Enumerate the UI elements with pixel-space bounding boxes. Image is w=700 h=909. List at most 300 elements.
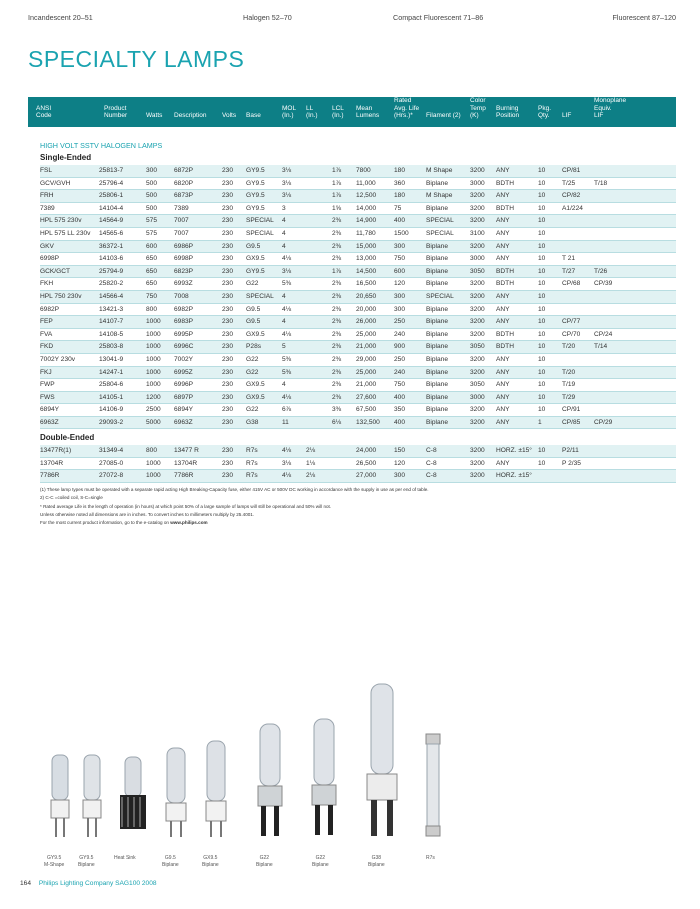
cell-burning: ANY [496, 381, 510, 389]
cell-product: 14105-1 [99, 393, 124, 401]
lamp-gx95-biplane [202, 735, 230, 840]
cell-ll: 2⅛ [306, 447, 316, 454]
table-row [40, 417, 676, 430]
cell-volts: 230 [222, 242, 234, 250]
cell-lumens: 12,500 [356, 192, 377, 200]
table-row [40, 354, 676, 367]
table-row [40, 470, 676, 483]
cell-volts: 230 [222, 305, 234, 313]
cell-product: 25796-4 [99, 179, 124, 187]
cell-base: G38 [246, 418, 259, 426]
cell-qty: 10 [538, 305, 546, 313]
cell-life: 400 [394, 393, 406, 401]
top-navigation [28, 13, 676, 25]
cell-base: R7s [246, 472, 258, 480]
nav-fluorescent[interactable]: Fluorescent 87–120 [612, 13, 676, 22]
cell-ansi: GKV [40, 242, 54, 250]
cell-ansi: 6963Z [40, 418, 59, 426]
table-row [40, 329, 676, 342]
cell-qty: 10 [538, 330, 546, 338]
cell-base: GY9.5 [246, 167, 265, 174]
nav-compact-fluorescent[interactable]: Compact Fluorescent 71–86 [393, 13, 484, 22]
cell-filament: Biplane [426, 355, 448, 363]
cell-filament: Biplane [426, 393, 448, 401]
table-row [40, 304, 676, 317]
cell-base: GX9.5 [246, 330, 265, 338]
header-description: Description [174, 112, 207, 120]
table-row [40, 190, 676, 203]
cell-watts: 750 [146, 292, 158, 300]
cell-desc: 6996P [174, 381, 194, 389]
cell-product: 14108-5 [99, 330, 124, 338]
cell-mono: T/18 [594, 179, 608, 187]
cell-ansi: HPL 575 LL 230v [40, 229, 91, 237]
cell-lumens: 16,500 [356, 280, 377, 288]
cell-volts: 230 [222, 330, 234, 338]
cell-temp: 3200 [470, 204, 485, 212]
cell-volts: 230 [222, 472, 234, 480]
cell-mol: 3⅛ [282, 179, 292, 187]
cell-volts: 230 [222, 167, 234, 174]
header-pkg-qty: Pkg. Qty. [538, 104, 552, 120]
lamp-heat-sink [115, 745, 151, 840]
cell-lcl: 2⅜ [332, 368, 342, 376]
note-2: 2) C-C =coiled coil, S-C=single [40, 495, 103, 501]
cell-burning: ANY [496, 459, 510, 467]
cell-ansi: FWS [40, 393, 55, 401]
cell-base: GY9.5 [246, 192, 265, 200]
cell-lumens: 25,000 [356, 330, 377, 338]
cell-filament: SPECIAL [426, 292, 454, 300]
table-row [40, 316, 676, 329]
cell-qty: 10 [538, 343, 546, 351]
cell-temp: 3200 [470, 406, 485, 414]
cell-life: 120 [394, 280, 406, 288]
cell-burning: ANY [496, 292, 510, 300]
cell-life: 400 [394, 418, 406, 426]
lamp-g95-biplane [162, 740, 190, 840]
cell-volts: 230 [222, 204, 234, 212]
cell-volts: 230 [222, 459, 234, 467]
cell-watts: 1000 [146, 381, 161, 389]
cell-ansi: FKH [40, 280, 54, 288]
lamp-caption-8: G38 Biplane [368, 855, 385, 868]
cell-product: 25804-6 [99, 381, 124, 389]
cell-filament: Biplane [426, 418, 448, 426]
note-1: (1) These lamp types must be operated with a separate rapid acting High Breaking-Capacity fuse, either 415V AC or 500V DC working in accordance with the supply in use as per end of table. [40, 487, 429, 492]
cell-watts: 800 [146, 305, 158, 313]
cell-volts: 230 [222, 447, 234, 454]
lamp-g22-biplane-a [252, 720, 288, 840]
cell-filament: Biplane [426, 179, 448, 187]
cell-temp: 3000 [470, 255, 485, 263]
cell-lumens: 21,000 [356, 381, 377, 389]
cell-base: SPECIAL [246, 292, 274, 300]
cell-mol: 5⅜ [282, 368, 292, 376]
cell-ansi: FVA [40, 330, 53, 338]
page-footer [20, 880, 157, 887]
lamp-caption-6: G22 Biplane [256, 855, 273, 868]
cell-volts: 230 [222, 267, 234, 275]
cell-life: 300 [394, 242, 406, 250]
double-ended-label: Double-Ended [40, 433, 95, 442]
header-watts: Watts [146, 112, 163, 120]
cell-temp: 3200 [470, 280, 485, 288]
cell-watts: 650 [146, 255, 158, 263]
cell-ansi: FKJ [40, 368, 52, 376]
cell-lumens: 11,780 [356, 229, 376, 237]
lamp-g38-biplane [360, 680, 404, 840]
nav-halogen[interactable]: Halogen 52–70 [243, 13, 292, 22]
cell-ansi: 7786R [40, 472, 60, 480]
cell-product: 13421-3 [99, 305, 124, 313]
cell-base: GX9.5 [246, 381, 265, 389]
note-3: * Rated average Life is the length of operation (in hours) at which point 50% of a large sample of lamps will still be operational and 50% will not. [40, 503, 332, 509]
table-row [40, 458, 676, 471]
cell-lumens: 26,500 [356, 459, 377, 467]
cell-base: GX9.5 [246, 255, 265, 263]
cell-filament: Biplane [426, 255, 448, 263]
cell-filament: C-8 [426, 472, 437, 480]
lamp-illustrations [40, 700, 460, 880]
cell-qty: 10 [538, 459, 546, 467]
cell-lif: P 2/35 [562, 459, 581, 467]
cell-lcl: 2⅜ [332, 229, 342, 237]
cell-lumens: 29,000 [356, 355, 377, 363]
cell-burning: ANY [496, 355, 510, 363]
cell-lumens: 20,000 [356, 305, 377, 313]
page-number: 164 [20, 880, 32, 887]
cell-burning: BDTH [496, 343, 514, 351]
cell-mol: 4⅛ [282, 472, 292, 480]
cell-product: 14107-7 [99, 318, 124, 326]
cell-desc: 7786R [174, 472, 194, 480]
cell-ansi: GCV/GVH [40, 179, 71, 187]
table-row [40, 215, 676, 228]
cell-volts: 230 [222, 255, 234, 263]
cell-watts: 1000 [146, 355, 161, 363]
cell-desc: 6986P [174, 242, 194, 250]
cell-lif: CP/68 [562, 280, 581, 288]
cell-filament: M Shape [426, 192, 453, 200]
cell-volts: 230 [222, 381, 234, 389]
cell-ansi: 7389 [40, 204, 55, 212]
cell-life: 300 [394, 472, 406, 480]
lamp-caption-1: GY9.5 M-Shape [44, 855, 65, 868]
header-lumens: Mean Lumens [356, 104, 380, 120]
cell-mol: 3⅛ [282, 459, 292, 467]
cell-burning: ANY [496, 393, 510, 401]
cell-volts: 230 [222, 192, 234, 200]
cell-qty: 10 [538, 381, 546, 389]
cell-life: 120 [394, 459, 406, 467]
cell-filament: SPECIAL [426, 217, 454, 225]
cell-life: 350 [394, 406, 406, 414]
header-mol: MOL (In.) [282, 104, 297, 120]
cell-lif: CP/85 [562, 418, 581, 426]
cell-product: 36372-1 [99, 242, 124, 250]
cell-product: 13041-9 [99, 355, 124, 363]
catalog-link[interactable]: www.philips.com [170, 520, 208, 526]
lamp-caption-3: Heat Sink [114, 855, 136, 861]
cell-desc: 6993Z [174, 280, 193, 288]
footnotes [40, 486, 660, 527]
table-row [40, 341, 676, 354]
cell-mol: 6⅞ [282, 406, 292, 414]
cell-burning: ANY [496, 255, 510, 263]
cell-life: 900 [394, 343, 406, 351]
cell-qty: 10 [538, 318, 546, 326]
cell-mol: 4⅛ [282, 330, 292, 338]
nav-incandescent[interactable]: Incandescent 20–51 [28, 13, 93, 22]
cell-lif: T/20 [562, 368, 576, 376]
cell-lumens: 24,000 [356, 447, 377, 454]
cell-ansi: FEP [40, 318, 53, 326]
section-title: HIGH VOLT SSTV HALOGEN LAMPS [40, 141, 163, 150]
cell-product: 14565-6 [99, 229, 124, 237]
cell-ansi: HPL 750 230v [40, 292, 82, 300]
cell-mol: 4 [282, 381, 286, 389]
cell-lcl: 1⅞ [332, 179, 342, 187]
cell-lumens: 14,500 [356, 267, 377, 275]
cell-watts: 650 [146, 267, 158, 275]
cell-product: 27072-8 [99, 472, 124, 480]
cell-lif: A1/224 [562, 204, 583, 212]
cell-base: GY9.5 [246, 267, 265, 275]
table-row [40, 404, 676, 417]
cell-life: 75 [394, 204, 402, 212]
cell-desc: 6963Z [174, 418, 193, 426]
cell-lcl: 2⅜ [332, 255, 342, 263]
cell-watts: 1000 [146, 318, 161, 326]
cell-burning: BDTH [496, 179, 514, 187]
cell-volts: 230 [222, 318, 234, 326]
cell-volts: 230 [222, 393, 234, 401]
cell-base: G22 [246, 368, 259, 376]
cell-mol: 5⅜ [282, 355, 292, 363]
lamp-caption-5: GX9.5 Biplane [202, 855, 219, 868]
cell-product: 25803-8 [99, 343, 124, 351]
cell-mol: 5⅜ [282, 280, 292, 288]
cell-base: SPECIAL [246, 229, 274, 237]
cell-watts: 650 [146, 280, 158, 288]
cell-filament: Biplane [426, 381, 448, 389]
cell-base: G9.5 [246, 318, 261, 326]
cell-burning: BDTH [496, 204, 514, 212]
single-ended-label: Single-Ended [40, 153, 92, 162]
cell-temp: 3200 [470, 355, 485, 363]
cell-lif: T/27 [562, 267, 576, 275]
cell-mol: 4 [282, 292, 286, 300]
cell-temp: 3200 [470, 472, 485, 480]
cell-life: 600 [394, 267, 406, 275]
cell-lcl: 2⅜ [332, 355, 342, 363]
cell-lcl: 1⅝ [332, 204, 342, 212]
table-row [40, 266, 676, 279]
cell-filament: Biplane [426, 406, 448, 414]
cell-temp: 3200 [470, 192, 485, 200]
cell-burning: BDTH [496, 267, 514, 275]
cell-watts: 500 [146, 204, 158, 212]
cell-burning: HORZ. ±15° [496, 472, 532, 480]
cell-life: 300 [394, 305, 406, 313]
cell-ll: 2⅛ [306, 472, 316, 480]
cell-base: P28s [246, 343, 262, 351]
cell-base: SPECIAL [246, 217, 274, 225]
cell-burning: ANY [496, 418, 510, 426]
cell-mol: 3 [282, 204, 286, 212]
cell-watts: 1200 [146, 393, 161, 401]
cell-product: 14566-4 [99, 292, 124, 300]
cell-ansi: FRH [40, 192, 54, 200]
cell-ansi: GCK/GCT [40, 267, 71, 275]
cell-base: G22 [246, 355, 259, 363]
cell-mol: 4 [282, 318, 286, 326]
cell-product: 29093-2 [99, 418, 124, 426]
cell-base: G22 [246, 406, 259, 414]
cell-temp: 3200 [470, 459, 485, 467]
cell-watts: 1000 [146, 472, 161, 480]
cell-qty: 10 [538, 242, 546, 250]
cell-desc: 13477 R [174, 447, 199, 454]
cell-lif: T/19 [562, 381, 576, 389]
header-monoplane: Monoplane Equiv. LIF [594, 97, 627, 120]
cell-lif: CP/77 [562, 318, 581, 326]
cell-product: 31349-4 [99, 447, 124, 454]
cell-lumens: 27,000 [356, 472, 377, 480]
cell-base: GX9.5 [246, 393, 265, 401]
cell-lumens: 15,000 [356, 242, 377, 250]
cell-base: R7s [246, 447, 258, 454]
cell-lcl: 1⅞ [332, 267, 342, 275]
cell-mol: 4⅛ [282, 255, 292, 263]
cell-lif: T/25 [562, 179, 576, 187]
lamp-caption-7: G22 Biplane [312, 855, 329, 868]
cell-product: 25813-7 [99, 167, 124, 174]
cell-filament: Biplane [426, 280, 448, 288]
cell-volts: 230 [222, 406, 234, 414]
cell-product: 14106-9 [99, 406, 124, 414]
lamp-caption-2: GY9.5 Biplane [78, 855, 95, 868]
cell-base: GY9.5 [246, 179, 265, 187]
cell-burning: ANY [496, 242, 510, 250]
cell-watts: 1000 [146, 368, 161, 376]
cell-temp: 3200 [470, 242, 485, 250]
cell-lumens: 14,900 [356, 217, 377, 225]
table-row [40, 392, 676, 405]
cell-ansi: 6998P [40, 255, 60, 263]
cell-base: R7s [246, 459, 258, 467]
header-lcl: LCL (In.) [332, 104, 344, 120]
cell-lif: T/20 [562, 343, 576, 351]
cell-lcl: 2⅜ [332, 318, 342, 326]
cell-lcl: 6⅛ [332, 418, 342, 426]
cell-ansi: 6894Y [40, 406, 60, 414]
cell-filament: C-8 [426, 447, 437, 454]
cell-volts: 230 [222, 217, 234, 225]
footer-text: Philips Lighting Company SAG100 2008 [38, 880, 157, 887]
cell-qty: 10 [538, 292, 546, 300]
cell-burning: ANY [496, 368, 510, 376]
cell-lumens: 27,600 [356, 393, 377, 401]
cell-lcl: 2⅜ [332, 381, 342, 389]
lamp-r7s [420, 730, 446, 840]
cell-volts: 230 [222, 280, 234, 288]
cell-mono: CP/39 [594, 280, 613, 288]
lamp-caption-9: R7s [426, 855, 435, 861]
lamp-g22-biplane-b [306, 715, 342, 840]
cell-temp: 3050 [470, 381, 485, 389]
cell-temp: 3200 [470, 292, 485, 300]
cell-desc: 6894Y [174, 406, 194, 414]
cell-base: G9.5 [246, 242, 261, 250]
cell-burning: BDTH [496, 280, 514, 288]
cell-qty: 10 [538, 393, 546, 401]
cell-product: 14564-9 [99, 217, 124, 225]
header-life: Rated Avg. Life (Hrs.)* [394, 97, 420, 120]
cell-ansi: HPL 575 230v [40, 217, 82, 225]
cell-life: 240 [394, 368, 406, 376]
cell-burning: ANY [496, 406, 510, 414]
cell-temp: 3200 [470, 368, 485, 376]
cell-desc: 7008 [174, 292, 189, 300]
header-product: Product Number [104, 104, 128, 120]
cell-product: 14247-1 [99, 368, 124, 376]
cell-qty: 10 [538, 447, 546, 454]
cell-mono: CP/29 [594, 418, 613, 426]
table-row [40, 379, 676, 392]
cell-base: G22 [246, 280, 259, 288]
cell-ansi: FWP [40, 381, 55, 389]
cell-filament: Biplane [426, 267, 448, 275]
cell-burning: ANY [496, 229, 510, 237]
table-row [40, 165, 676, 178]
cell-temp: 3000 [470, 179, 485, 187]
cell-watts: 1000 [146, 459, 161, 467]
cell-temp: 3050 [470, 267, 485, 275]
table-row [40, 278, 676, 291]
cell-filament: Biplane [426, 343, 448, 351]
cell-lcl: 2⅜ [332, 343, 342, 351]
table-row [40, 203, 676, 216]
cell-life: 750 [394, 255, 406, 263]
lamp-caption-4: G9.5 Biplane [162, 855, 179, 868]
header-burning: Burning Position [496, 104, 520, 120]
cell-watts: 600 [146, 242, 158, 250]
cell-burning: ANY [496, 318, 510, 326]
cell-lif: CP/82 [562, 192, 581, 200]
cell-temp: 3200 [470, 418, 485, 426]
cell-product: 14104-4 [99, 204, 124, 212]
table-row [40, 178, 676, 191]
lamp-gy95-m-shape [48, 745, 72, 840]
cell-volts: 230 [222, 179, 234, 187]
cell-lcl: 2⅜ [332, 217, 342, 225]
cell-life: 1500 [394, 229, 409, 237]
cell-mol: 4⅛ [282, 447, 292, 454]
cell-watts: 575 [146, 229, 158, 237]
cell-volts: 230 [222, 229, 234, 237]
cell-temp: 3200 [470, 447, 485, 454]
header-base: Base [246, 112, 261, 120]
cell-life: 240 [394, 330, 406, 338]
cell-desc: 6823P [174, 267, 194, 275]
cell-temp: 3200 [470, 217, 485, 225]
table-row [40, 228, 676, 241]
cell-lcl: 2⅜ [332, 305, 342, 313]
note-4: Unless otherwise noted all dimensions are in inches. To convert inches to millimeters multiply by 25.4001. [40, 511, 255, 517]
cell-temp: 3100 [470, 229, 485, 237]
